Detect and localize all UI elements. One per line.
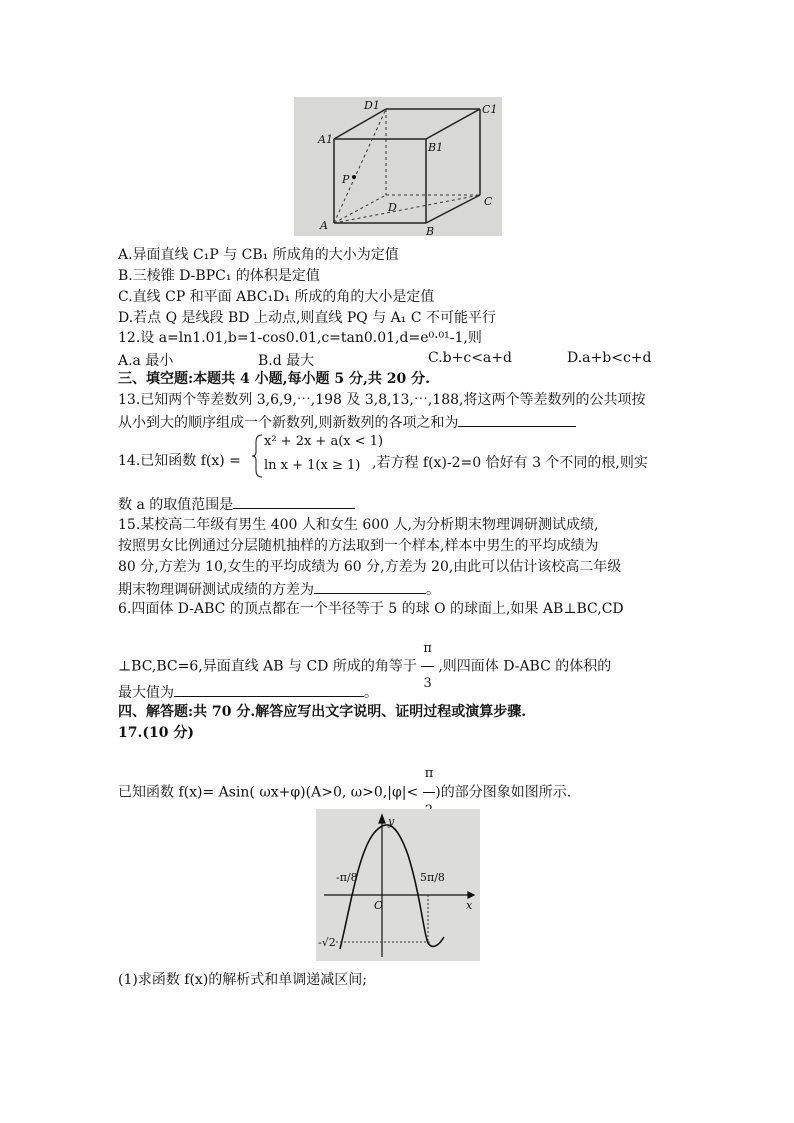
q15-line4 [118, 579, 440, 599]
label-b1: B1 [428, 141, 444, 154]
graph-origin-label: O [374, 899, 384, 912]
q16-line2-post: ,则四面体 D-ABC 的体积的 [438, 658, 612, 675]
q16-end: 。 [364, 685, 378, 701]
q15-end: 。 [426, 582, 440, 598]
q16-frac-numerator: π [421, 632, 434, 667]
label-d1: D1 [364, 99, 380, 112]
q14-case2: ln x + 1(x ≥ 1) [264, 458, 361, 473]
q13-line2 [118, 412, 576, 432]
q17-frac-numerator: π [423, 756, 436, 793]
q12-option-d: D.a+b<c+d [567, 350, 652, 366]
cube-figure [294, 97, 502, 236]
label-a1: A1 [318, 133, 333, 146]
q17-stem-pre: 已知函数 f(x)= Asin( ωx+φ)(A>0, ω>0,|φ|< [118, 784, 419, 801]
q15-answer-blank[interactable] [314, 579, 426, 594]
q12-option-b: B.d 最大 [258, 353, 315, 369]
label-c: C [484, 195, 493, 208]
graph-min-label: -√2 [318, 936, 336, 949]
q14-line2 [118, 494, 355, 514]
q17-stem-post: )的部分图象如图所示. [435, 784, 572, 801]
brace-icon [252, 434, 264, 478]
q16-fraction [421, 632, 434, 701]
label-b: B [426, 225, 435, 236]
q12-option-a: A.a 最小 [118, 353, 174, 369]
graph-y-label: y [388, 815, 395, 828]
q14-prefix: 14.已知函数 f(x) = [118, 453, 241, 469]
q17-header: 17.(10 分) [118, 725, 194, 741]
q13-line1: 13.已知两个等差数列 3,6,9,⋯,198 及 3,8,13,⋯,188,将这两个等差数列的公共项按 [118, 392, 646, 408]
graph-x-label: x [466, 899, 473, 912]
q16-line3-text: 最大值为 [118, 685, 174, 701]
q16-line1: 6.四面体 D-ABC 的顶点都在一个半径等于 5 的球 O 的球面上,如果 AB⊥BC,CD [118, 601, 624, 617]
q15-line2: 按照男女比例通过分层随机抽样的方法取到一个样本,样本中男生的平均成绩为 [118, 538, 599, 554]
label-d: D [388, 201, 397, 214]
q16-answer-blank[interactable] [174, 682, 364, 697]
q14-suffix: ,若方程 f(x)-2=0 恰好有 3 个不同的根,则实 [372, 455, 648, 471]
q15-line4-text: 期末物理调研测试成绩的方差为 [118, 582, 314, 598]
q13-answer-blank[interactable] [458, 412, 576, 427]
q16-line3 [118, 682, 378, 702]
label-c1: C1 [482, 103, 498, 116]
graph-left-tick: -π/8 [336, 871, 358, 884]
graph-right-tick: 5π/8 [420, 871, 445, 884]
sine-graph [316, 809, 480, 961]
q14-line2-text: 数 a 的取值范围是 [118, 497, 234, 513]
q12-option-c: C.b+c<a+d [428, 350, 512, 366]
q11-option-c: C.直线 CP 和平面 ABC₁D₁ 所成的角的大小是定值 [118, 289, 435, 305]
label-a: A [320, 219, 328, 232]
sine-graph-figure [316, 809, 480, 961]
label-p: P [342, 173, 350, 186]
q15-line1: 15.某校高二年级有男生 400 人和女生 600 人,为分析期末物理调研测试成绩, [118, 517, 599, 533]
q11-option-d: D.若点 Q 是线段 BD 上动点,则直线 PQ 与 A₁ C 不可能平行 [118, 310, 496, 326]
q15-line3: 80 分,方差为 10,女生的平均成绩为 60 分,方差为 20,由此可以估计该校高二年级 [118, 559, 622, 575]
q11-option-a: A.异面直线 C₁P 与 CB₁ 所成角的大小为定值 [118, 247, 399, 263]
q16-line2-pre: ⊥BC,BC=6,异面直线 AB 与 CD 所成的角等于 [118, 658, 417, 675]
cube-diagram [294, 97, 502, 236]
section3-heading: 三、填空题:本题共 4 小题,每小题 5 分,共 20 分. [118, 371, 430, 387]
q12-stem: 12.设 a=ln1.01,b=1-cos0.01,c=tan0.01,d=e⁰·⁰¹-1,则 [118, 330, 482, 346]
q14-case1: x² + 2x + a(x < 1) [264, 434, 384, 449]
q14-answer-blank[interactable] [233, 494, 355, 509]
q16-frac-denominator: 3 [423, 676, 432, 691]
q11-option-b: B.三棱锥 D-BPC₁ 的体积是定值 [118, 268, 320, 284]
q17-part1: (1)求函数 f(x)的解析式和单调递减区间; [118, 972, 367, 988]
q13-text: 从小到大的顺序组成一个新数列,则新数列的各项之和为 [118, 415, 459, 431]
section4-heading: 四、解答题:共 70 分.解答应写出文字说明、证明过程或演算步骤. [118, 704, 527, 720]
